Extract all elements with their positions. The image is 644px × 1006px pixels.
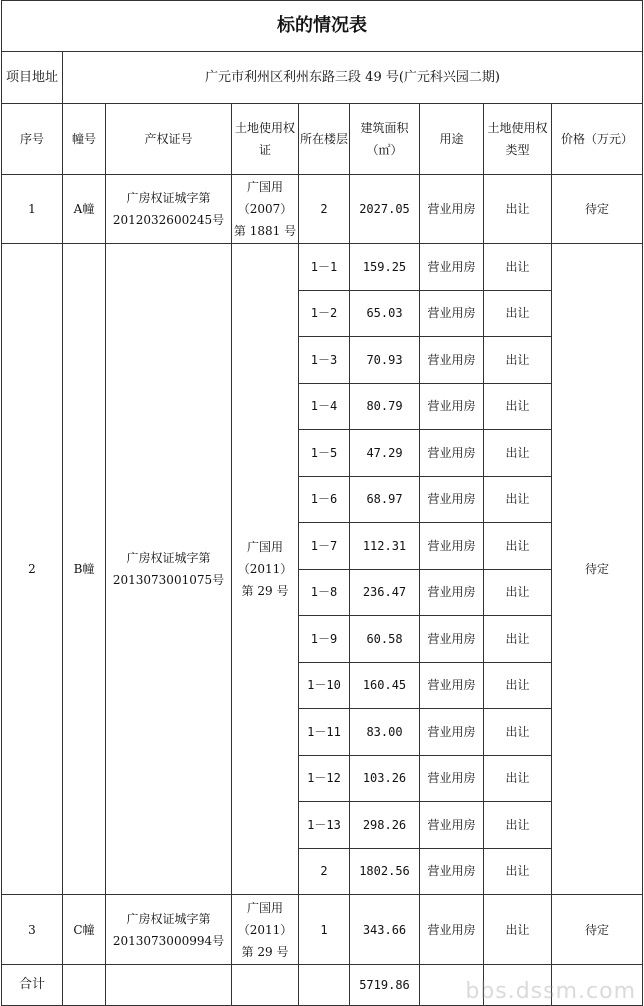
header-cert: 产权证号 [106,104,232,175]
row-cert: 广房权证城字第2013073000994号 [106,895,232,965]
row-seq: 1 [2,175,63,244]
table-row [2,175,643,244]
row-floor: 1－11 [299,709,350,756]
row-land-type: 出让 [484,848,552,895]
row-area: 80.79 [350,383,420,430]
address-value: 广元市利州区利州东路三段 49 号(广元科兴园二期) [63,52,643,104]
row-use: 营业用房 [420,523,484,570]
row-land-type: 出让 [484,523,552,570]
row-land-type: 出让 [484,476,552,523]
header-area: 建筑面积（㎡） [350,104,420,175]
row-use: 营业用房 [420,755,484,802]
row-floor: 1－5 [299,430,350,477]
empty-cell [63,965,106,1006]
row-area: 2027.05 [350,175,420,244]
row-land-type: 出让 [484,895,552,965]
row-floor: 1－8 [299,569,350,616]
row-area: 60.58 [350,616,420,663]
row-floor: 1－4 [299,383,350,430]
header-floor: 所在楼层 [299,104,350,175]
row-price: 待定 [552,895,643,965]
empty-cell [299,965,350,1006]
row-area: 103.26 [350,755,420,802]
row-floor: 1－12 [299,755,350,802]
row-land-type: 出让 [484,709,552,756]
row-floor: 1－3 [299,337,350,384]
row-use: 营业用房 [420,430,484,477]
empty-cell [232,965,299,1006]
row-area: 343.66 [350,895,420,965]
row-building: B幢 [63,244,106,895]
row-use: 营业用房 [420,175,484,244]
row-land: 广国用（2011）第 29 号 [232,244,299,895]
row-use: 营业用房 [420,383,484,430]
header-row [2,104,643,175]
header-building: 幢号 [63,104,106,175]
row-use: 营业用房 [420,337,484,384]
row-cert: 广房权证城字第2013073001075号 [106,244,232,895]
row-area: 298.26 [350,802,420,849]
row-area: 83.00 [350,709,420,756]
row-area: 65.03 [350,290,420,337]
empty-cell [484,965,552,1006]
row-area: 1802.56 [350,848,420,895]
row-land-type: 出让 [484,383,552,430]
address-label: 项目地址 [2,52,63,104]
row-seq: 3 [2,895,63,965]
row-floor: 1－6 [299,476,350,523]
row-land-type: 出让 [484,290,552,337]
row-land-type: 出让 [484,755,552,802]
row-land: 广国用（2007）第 1881 号 [232,175,299,244]
empty-cell [552,965,643,1006]
row-use: 营业用房 [420,569,484,616]
row-floor: 1－2 [299,290,350,337]
row-land-type: 出让 [484,802,552,849]
row-use: 营业用房 [420,476,484,523]
total-row [2,965,643,1006]
property-table [1,0,643,1006]
total-area: 5719.86 [350,965,420,1006]
header-land-type: 土地使用权类型 [484,104,552,175]
row-land-type: 出让 [484,616,552,663]
row-floor: 1－1 [299,244,350,291]
row-cert: 广房权证城字第2012032600245号 [106,175,232,244]
header-price: 价格（万元） [552,104,643,175]
header-seq: 序号 [2,104,63,175]
header-land: 土地使用权证 [232,104,299,175]
row-price: 待定 [552,175,643,244]
row-land-type: 出让 [484,244,552,291]
row-building: A幢 [63,175,106,244]
empty-cell [420,965,484,1006]
row-land-type: 出让 [484,430,552,477]
row-building: C幢 [63,895,106,965]
table-title: 标的情况表 [2,1,643,52]
row-area: 47.29 [350,430,420,477]
row-floor: 2 [299,175,350,244]
row-floor: 1－10 [299,662,350,709]
total-label: 合计 [2,965,63,1006]
row-price: 待定 [552,244,643,895]
row-land: 广国用（2011）第 29 号 [232,895,299,965]
row-use: 营业用房 [420,848,484,895]
watermark: bbs.dssm.com [465,979,636,1004]
header-use: 用途 [420,104,484,175]
row-use: 营业用房 [420,802,484,849]
row-area: 160.45 [350,662,420,709]
row-use: 营业用房 [420,290,484,337]
empty-cell [106,965,232,1006]
row-area: 112.31 [350,523,420,570]
row-seq: 2 [2,244,63,895]
row-use: 营业用房 [420,709,484,756]
row-floor: 2 [299,848,350,895]
row-land-type: 出让 [484,569,552,616]
row-use: 营业用房 [420,662,484,709]
row-area: 68.97 [350,476,420,523]
row-area: 159.25 [350,244,420,291]
table-row [2,244,643,291]
row-floor: 1 [299,895,350,965]
row-use: 营业用房 [420,616,484,663]
row-land-type: 出让 [484,337,552,384]
row-land-type: 出让 [484,175,552,244]
table-row [2,895,643,965]
row-land-type: 出让 [484,662,552,709]
row-area: 236.47 [350,569,420,616]
row-use: 营业用房 [420,895,484,965]
row-area: 70.93 [350,337,420,384]
row-use: 营业用房 [420,244,484,291]
row-floor: 1－9 [299,616,350,663]
row-floor: 1－13 [299,802,350,849]
row-floor: 1－7 [299,523,350,570]
